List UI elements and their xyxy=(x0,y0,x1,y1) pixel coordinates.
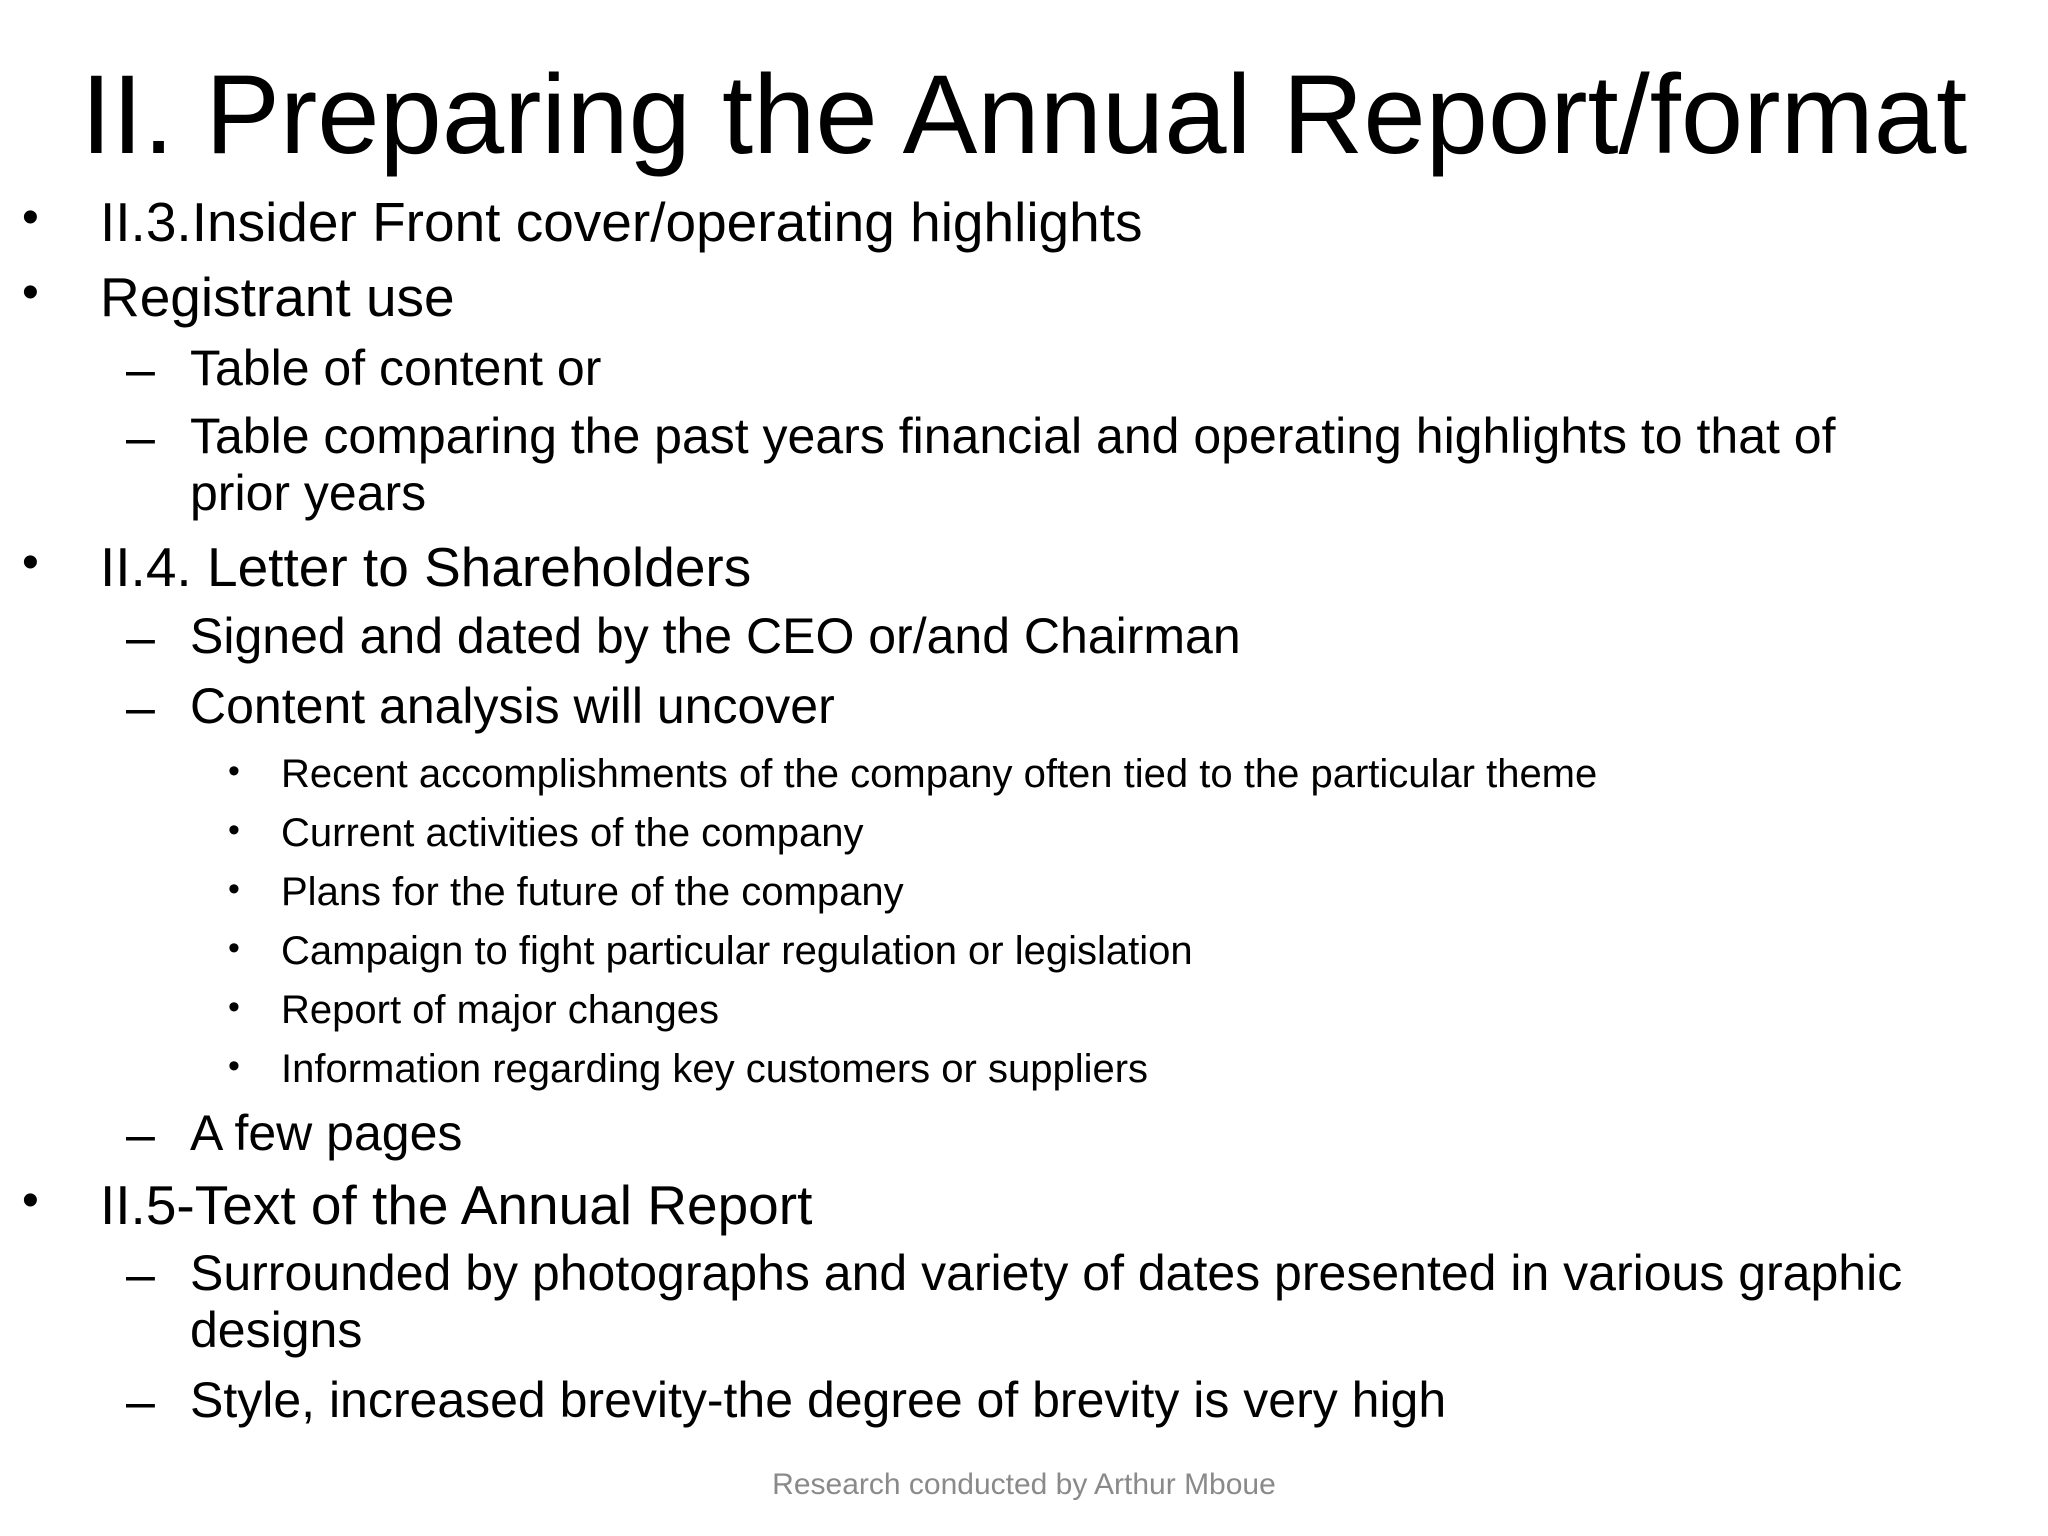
list-item-text: Report of major changes xyxy=(281,988,720,1032)
bullet-marker: • xyxy=(22,536,39,589)
list-item-text: Surrounded by photographs and variety of dates presented in various graphic xyxy=(190,1245,1903,1301)
list-item-text: II.4. Letter to Shareholders xyxy=(100,536,752,598)
list-item-text: Current activities of the company xyxy=(281,811,864,855)
list-item-text: Table of content or xyxy=(190,340,602,396)
dash-marker: – xyxy=(126,1373,155,1431)
list-item-text: Campaign to fight particular regulation or legislation xyxy=(281,929,1193,973)
bullet-marker: • xyxy=(228,870,240,908)
bullet-marker: • xyxy=(228,1047,240,1085)
list-item-continuation: designs xyxy=(190,1302,363,1358)
dash-marker: – xyxy=(126,609,155,667)
list-item-text: Recent accomplishments of the company often tied to the particular theme xyxy=(281,752,1598,796)
list-item-text: II.3.Insider Front cover/operating highlights xyxy=(100,191,1143,253)
dash-marker: – xyxy=(126,409,155,467)
dash-marker: – xyxy=(126,1246,155,1304)
list-item-text: Content analysis will uncover xyxy=(190,678,835,734)
slide-footer: Research conducted by Arthur Mboue xyxy=(772,1468,1276,1501)
bullet-marker: • xyxy=(22,191,39,244)
list-item-text: II.5-Text of the Annual Report xyxy=(100,1174,813,1236)
list-item-continuation: prior years xyxy=(190,465,427,521)
list-item-text: Table comparing the past years financial and operating highlights to that of xyxy=(190,408,1836,464)
slide-title: II. Preparing the Annual Report/format xyxy=(80,52,1968,177)
bullet-marker: • xyxy=(22,266,39,319)
dash-marker: – xyxy=(126,679,155,737)
bullet-marker: • xyxy=(22,1174,39,1227)
bullet-marker: • xyxy=(228,811,240,849)
list-item-text: Signed and dated by the CEO or/and Chairman xyxy=(190,608,1241,664)
list-item-text: Registrant use xyxy=(100,266,455,328)
dash-marker: – xyxy=(126,1106,155,1164)
bullet-marker: • xyxy=(228,988,240,1026)
bullet-marker: • xyxy=(228,752,240,790)
list-item-text: Plans for the future of the company xyxy=(281,870,904,914)
list-item-text: Information regarding key customers or suppliers xyxy=(281,1047,1149,1091)
list-item-text: Style, increased brevity-the degree of brevity is very high xyxy=(190,1372,1447,1428)
list-item-text: A few pages xyxy=(190,1105,463,1161)
dash-marker: – xyxy=(126,341,155,399)
bullet-marker: • xyxy=(228,929,240,967)
